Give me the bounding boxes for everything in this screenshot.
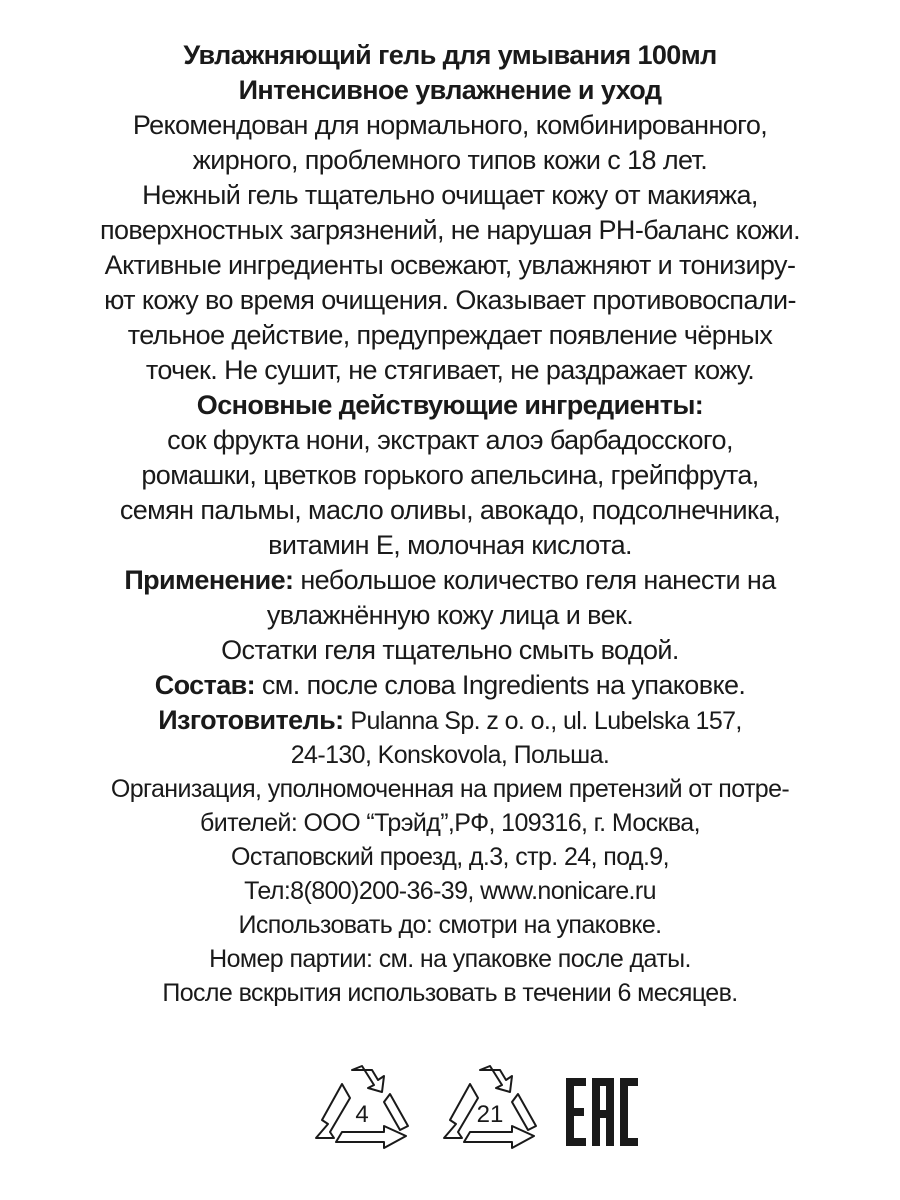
recycle-code-21: 21	[476, 1101, 504, 1128]
description-line: Нежный гель тщательно очищает кожу от макияжа,	[142, 180, 758, 210]
ingredients-line: витамин Е, молочная кислота.	[268, 530, 632, 560]
recycle-icon	[440, 1064, 540, 1150]
claims-line: бителей: ООО “Трэйд”,РФ, 109316, г. Москва,	[200, 809, 700, 837]
eac-mark-icon	[566, 1076, 638, 1148]
product-label	[0, 38, 900, 1010]
description-line: Активные ингредиенты освежают, увлажняют и тонизиру-	[104, 250, 796, 280]
composition-line	[0, 668, 900, 703]
product-title: Увлажняющий гель для умывания 100мл	[183, 40, 717, 70]
claims-line: Остаповский проезд, д.3, стр. 24, под.9,	[231, 843, 669, 871]
product-subtitle: Интенсивное увлажнение и уход	[238, 75, 662, 105]
recycle-icon	[312, 1064, 412, 1150]
composition-text: см. после слова Ingredients на упаковке.	[261, 670, 746, 700]
composition-label: Состав:	[154, 670, 255, 700]
description-line: ют кожу во время очищения. Оказывает противовоспали-	[104, 285, 796, 315]
usage-label: Применение:	[124, 565, 294, 595]
usage-text: небольшое количество геля нанести на	[300, 565, 776, 595]
manufacturer-label: Изготовитель:	[158, 705, 344, 735]
ingredients-line: семян пальмы, масло оливы, авокадо, подсолнечника,	[119, 495, 781, 525]
packaging-symbols	[0, 1064, 900, 1154]
description-line: тельное действие, предупреждает появление чёрных	[127, 320, 773, 350]
claims-line: Тел:8(800)200-36-39, www.nonicare.ru	[244, 877, 656, 905]
claims-line: После вскрытия использовать в течении 6 месяцев.	[162, 979, 738, 1007]
ingredients-heading: Основные действующие ингредиенты:	[196, 390, 704, 420]
description-line: поверхностных загрязнений, не нарушая РН-баланс кожи.	[99, 215, 801, 245]
claims-line: Использовать до: смотри на упаковке.	[238, 911, 662, 939]
ingredients-line: сок фрукта нони, экстракт алоэ барбадосского,	[167, 425, 733, 455]
description-line: жирного, проблемного типов кожи с 18 лет.	[192, 145, 708, 175]
description-line: точек. Не сушит, не стягивает, не раздражает кожу.	[145, 355, 755, 385]
usage-line	[0, 563, 900, 598]
ingredients-line: ромашки, цветков горького апельсина, грейпфрута,	[141, 460, 759, 490]
manufacturer-address: 24-130, Konskovola, Польша.	[290, 741, 610, 769]
usage-line: Остатки геля тщательно смыть водой.	[221, 635, 679, 665]
description-line: Рекомендован для нормального, комбинированного,	[132, 110, 768, 140]
claims-line: Организация, уполномоченная на прием претензий от потре-	[110, 775, 790, 803]
manufacturer-line	[0, 703, 900, 738]
claims-line: Номер партии: см. на упаковке после даты.	[209, 945, 691, 973]
usage-line: увлажнённую кожу лица и век.	[266, 600, 634, 630]
recycle-code-4: 4	[355, 1101, 369, 1128]
manufacturer-text: Pulanna Sp. z o. o., ul. Lubelska 157,	[350, 707, 742, 735]
